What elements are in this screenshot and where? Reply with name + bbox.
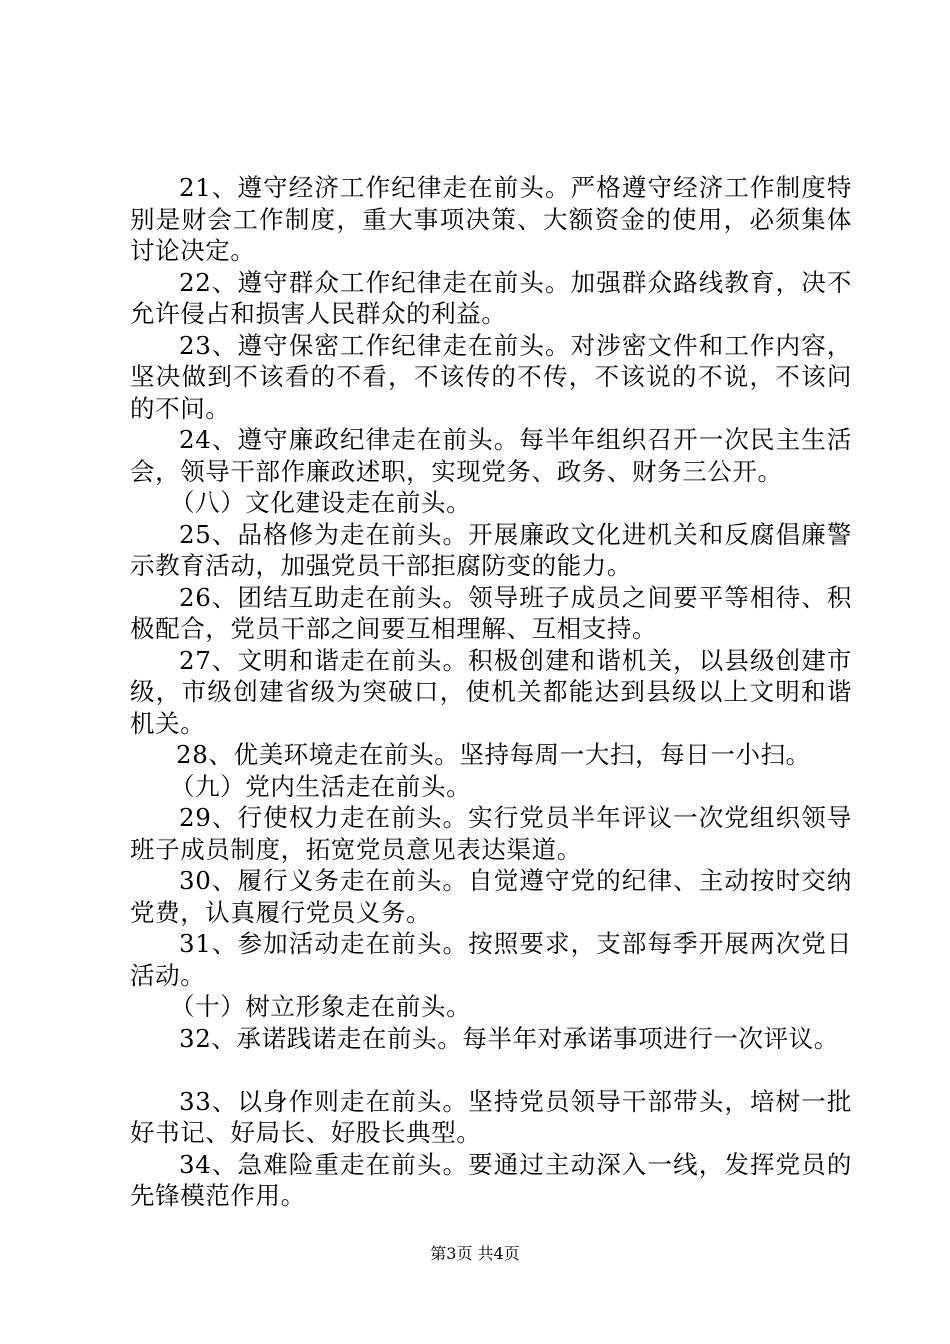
section-heading-8: （八）文化建设走在前头。 (170, 488, 472, 517)
paragraph-31: 31、参加活动走在前头。按照要求，支部每季开展两次党日活动。 (130, 929, 852, 990)
paragraph-26: 26、团结互助走在前头。领导班子成员之间要平等相待、积极配合，党员干部之间要互相理解、互相支持。 (130, 582, 852, 643)
paragraph-23: 23、遵守保密工作纪律走在前头。对涉密文件和工作内容，坚决做到不该看的不看，不该传的不传，不该说的不说，不该问的不问。 (130, 330, 852, 423)
section-heading-10: （十）树立形象走在前头。 (170, 992, 472, 1021)
paragraph-32: 32、承诺践诺走在前头。每半年对承诺事项进行一次评议。 (179, 1023, 839, 1053)
paragraph-33: 33、以身作则走在前头。坚持党员领导干部带头，培树一批好书记、好局长、好股长典型。 (130, 1086, 852, 1147)
page-footer: 第3页 共4页 (430, 1244, 520, 1263)
paragraph-30: 30、履行义务走在前头。自觉遵守党的纪律、主动按时交纳党费，认真履行党员义务。 (130, 866, 852, 927)
paragraph-29: 29、行使权力走在前头。实行党员半年评议一次党组织领导班子成员制度，拓宽党员意见表达渠道。 (130, 803, 852, 864)
paragraph-24: 24、遵守廉政纪律走在前头。每半年组织召开一次民主生活会，领导干部作廉政述职，实现党务、政务、财务三公开。 (130, 425, 852, 486)
paragraph-21: 21、遵守经济工作纪律走在前头。严格遵守经济工作制度特别是财会工作制度，重大事项决策、大额资金的使用，必须集体讨论决定。 (130, 173, 852, 265)
section-heading-9: （九）党内生活走在前头。 (170, 771, 472, 801)
paragraph-22: 22、遵守群众工作纪律走在前头。加强群众路线教育，决不允许侵占和损害人民群众的利益。 (130, 267, 852, 328)
paragraph-28: 28、优美环境走在前头。坚持每周一大扫，每日一小扫。 (176, 740, 811, 769)
paragraph-27: 27、文明和谐走在前头。积极创建和谐机关，以县级创建市级，市级创建省级为突破口，使机关都能达到县级以上文明和谐机关。 (130, 645, 852, 738)
paragraph-25: 25、品格修为走在前头。开展廉政文化进机关和反腐倡廉警示教育活动，加强党员干部拒腐防变的能力。 (130, 519, 852, 580)
paragraph-34: 34、急难险重走在前头。要通过主动深入一线，发挥党员的先锋模范作用。 (130, 1149, 852, 1210)
document-body (130, 172, 852, 1212)
